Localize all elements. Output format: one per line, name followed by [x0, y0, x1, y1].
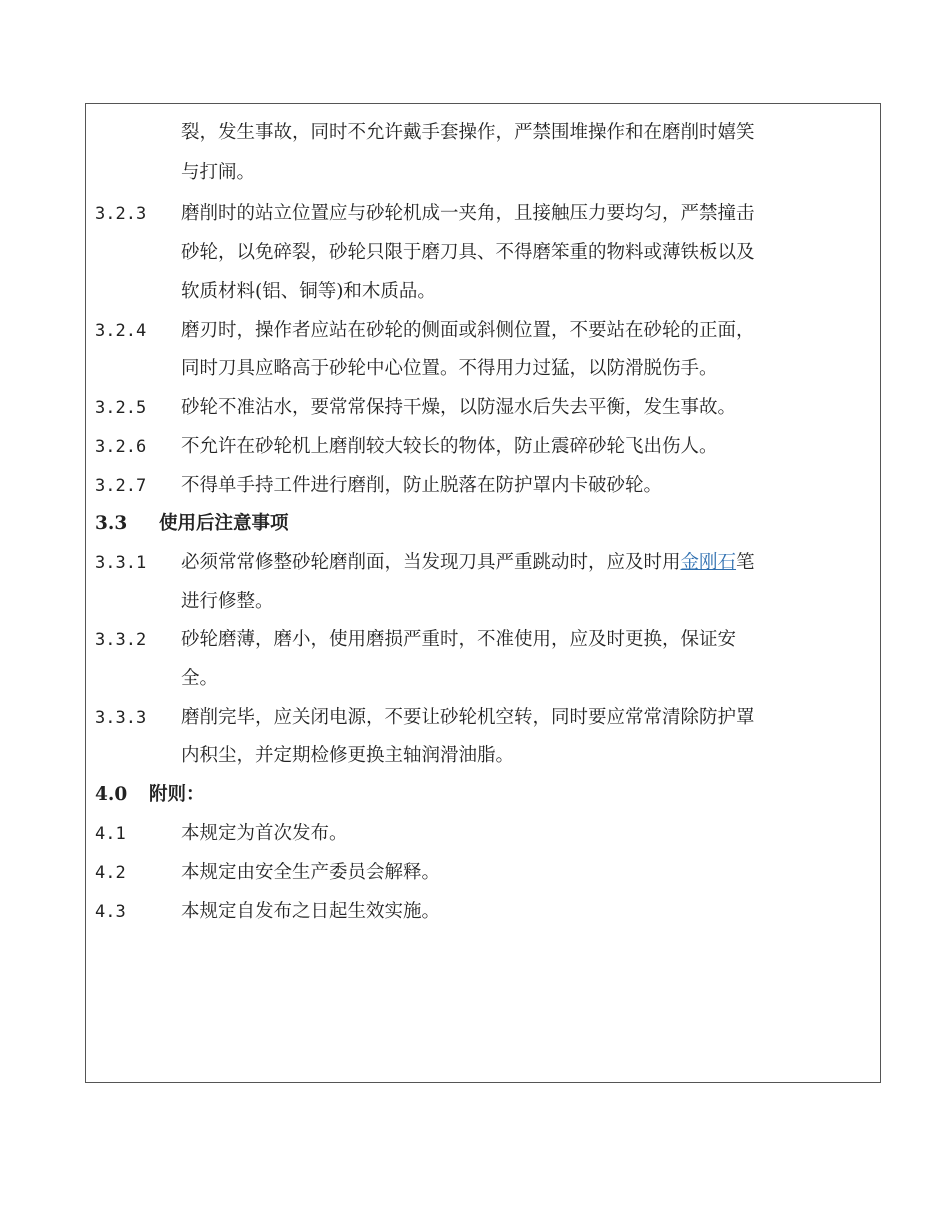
clause-number: 4.1 — [95, 824, 126, 844]
clause-number: 3.3.3 — [95, 708, 147, 728]
text-line — [95, 114, 865, 152]
clause-number: 3.2.7 — [95, 476, 147, 496]
text-line — [95, 660, 865, 698]
clause-3-3-1 — [95, 544, 865, 582]
section-number: 3.3 — [95, 513, 128, 534]
line-text: 软质材料(铝、铜等)和木质品。 — [181, 281, 436, 302]
line-text: 砂轮不准沾水，要常常保持干燥，以防湿水后失去平衡，发生事故。 — [181, 397, 737, 418]
line-text: 本规定自发布之日起生效实施。 — [181, 901, 441, 922]
line-text: 砂轮磨薄，磨小，使用磨损严重时，不准使用，应及时更换，保证安 — [181, 629, 737, 650]
line-text: 内积尘，并定期检修更换主轴润滑油脂。 — [181, 745, 515, 766]
text-line — [95, 234, 865, 272]
line-text: 进行修整。 — [181, 591, 274, 612]
diamond-link[interactable]: 金刚石 — [680, 552, 737, 573]
clause-number: 3.2.5 — [95, 398, 147, 418]
clause-number: 3.2.6 — [95, 437, 147, 457]
text-line — [95, 273, 865, 311]
section-heading-4-0 — [95, 776, 865, 814]
line-text: 磨削完毕，应关闭电源，不要让砂轮机空转，同时要应常常清除防护罩 — [181, 707, 755, 728]
clause-3-2-4 — [95, 312, 865, 350]
line-text: 全。 — [181, 668, 219, 689]
line-text: 磨削时的站立位置应与砂轮机成一夹角，且接触压力要均匀，严禁撞击 — [181, 203, 755, 224]
clause-number: 3.2.4 — [95, 321, 147, 341]
clause-number: 4.3 — [95, 902, 126, 922]
clause-4-2 — [95, 854, 865, 892]
clause-number: 3.3.2 — [95, 630, 147, 650]
clause-4-1 — [95, 815, 865, 853]
clause-3-2-6 — [95, 428, 865, 466]
line-text: 本规定为首次发布。 — [181, 823, 348, 844]
clause-3-2-7 — [95, 467, 865, 505]
line-text-after: 笔 — [736, 552, 755, 573]
line-text: 砂轮，以免碎裂，砂轮只限于磨刀具、不得磨笨重的物料或薄铁板以及 — [181, 242, 755, 263]
line-text: 不允许在砂轮机上磨削较大较长的物体，防止震碎砂轮飞出伤人。 — [181, 436, 718, 457]
clause-3-3-3 — [95, 699, 865, 737]
line-text — [181, 544, 755, 582]
line-text: 本规定由安全生产委员会解释。 — [181, 862, 441, 883]
clause-number: 3.3.1 — [95, 553, 147, 573]
clause-3-2-5 — [95, 389, 865, 427]
line-text: 与打闹。 — [181, 162, 256, 183]
section-title: 附则： — [149, 784, 205, 805]
clause-4-3 — [95, 893, 865, 931]
text-line — [95, 154, 865, 192]
clause-3-3-2 — [95, 621, 865, 659]
clause-number: 3.2.3 — [95, 204, 147, 224]
line-text: 磨刃时，操作者应站在砂轮的侧面或斜侧位置，不要站在砂轮的正面， — [181, 320, 755, 341]
section-number: 4.0 — [95, 784, 128, 805]
line-text: 同时刀具应略高于砂轮中心位置。不得用力过猛，以防滑脱伤手。 — [181, 358, 718, 379]
text-line — [95, 737, 865, 775]
text-line — [95, 350, 865, 388]
line-text-before: 必须常常修整砂轮磨削面，当发现刀具严重跳动时，应及时用 — [181, 552, 681, 573]
clause-3-2-3 — [95, 195, 865, 233]
section-heading-3-3 — [95, 505, 865, 543]
clause-number: 4.2 — [95, 863, 126, 883]
text-line — [95, 583, 865, 621]
section-title: 使用后注意事项 — [159, 513, 289, 534]
line-text: 裂，发生事故，同时不允许戴手套操作，严禁围堆操作和在磨削时嬉笑 — [181, 122, 755, 143]
line-text: 不得单手持工件进行磨削，防止脱落在防护罩内卡破砂轮。 — [181, 475, 663, 496]
